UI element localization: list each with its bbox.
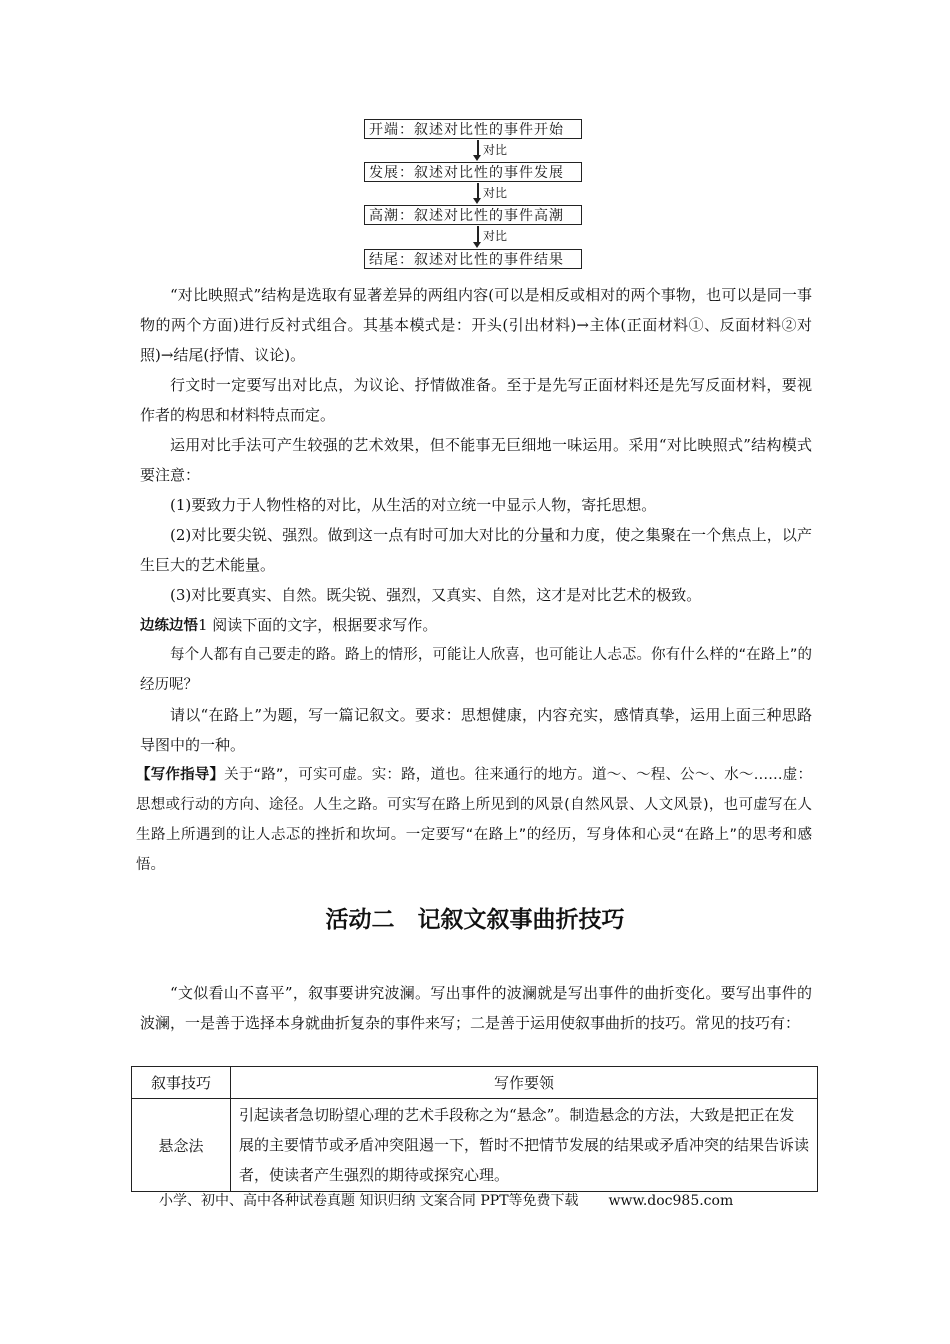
flowchart-arrow-label: 对比 xyxy=(483,186,508,200)
paragraph-note-3: (3)对比要真实、自然。既尖锐、强烈，又真实、自然，这才是对比艺术的极致。 xyxy=(170,586,702,604)
exercise-heading xyxy=(140,610,812,641)
table-cell-technique: 悬念法 xyxy=(132,1099,231,1192)
exercise-material: 每个人都有自己要走的路。路上的情形，可能让人欣喜，也可能让人忐忑。你有什么样的“在路上”的经历呢？ xyxy=(140,647,812,693)
paragraph-contrast-usage: 运用对比手法可产生较强的艺术效果，但不能事无巨细地一味运用。采用“对比映照式”结构模式要注意： xyxy=(140,436,812,484)
narrative-techniques-table xyxy=(131,1066,818,1192)
flowchart-arrowhead xyxy=(473,155,481,161)
flowchart-arrow-label: 对比 xyxy=(483,143,508,157)
paragraph-contrast-points: 行文时一定要写出对比点，为议论、抒情做准备。至于是先写正面材料还是先写反面材料，要视作者的构思和材料特点而定。 xyxy=(140,376,812,424)
page-footer xyxy=(159,1191,733,1211)
paragraph-contrast-structure: “对比映照式”结构是选取有显著差异的两组内容(可以是相反或相对的两个事物，也可以是同一事物的两个方面)进行反衬式组合。其基本模式是：开头(引出材料)→主体(正面材料①、反面材料②对照)→结尾(抒情、议论)。 xyxy=(140,286,812,364)
writing-guide-text: 关于“路”，可实可虚。实：路，道也。往来通行的地方。道～、～程、公～、水～……虚：思想或行动的方向、途径。人生之路。可实写在路上所见到的风景(自然风景、人文风景)，也可虚写在人生路上所遇到的让人忐忑的挫折和坎坷。一定要写“在路上”的经历，写身体和心灵“在路上”的思考和感悟。 xyxy=(136,767,813,873)
flowchart-arrowhead xyxy=(473,198,481,204)
exercise-label: 边练边悟 xyxy=(140,618,198,634)
footer-url[interactable]: www.doc985.com xyxy=(608,1193,734,1209)
paragraph-note-2: (2)对比要尖锐、强烈。做到这一点有时可加大对比的分量和力度，使之集聚在一个焦点上，以产生巨大的艺术能量。 xyxy=(140,526,812,574)
writing-guide-label: 【写作指导】 xyxy=(136,767,225,783)
section-title: 活动二 记叙文叙事曲折技巧 xyxy=(325,907,625,933)
flowchart-arrow-line xyxy=(477,140,479,155)
flowchart-box-development: 发展：叙述对比性的事件发展 xyxy=(364,162,582,182)
table-cell-content: 引起读者急切盼望心理的艺术手段称之为“悬念”。制造悬念的方法，大致是把正在发展的主要情节或矛盾冲突阻遏一下，暂时不把情节发展的结果或矛盾冲突的结果告诉读者，使读者产生强烈的期待或探究心理。 xyxy=(231,1099,818,1192)
table-header-row xyxy=(132,1067,818,1099)
footer-text: 小学、初中、高中各种试卷真题 知识归纳 文案合同 PPT等免费下载 xyxy=(159,1193,579,1209)
flowchart-arrow-line xyxy=(477,183,479,198)
section-intro: “文似看山不喜平”，叙事要讲究波澜。写出事件的波澜就是写出事件的曲折变化。要写出事件的波澜，一是善于选择本身就曲折复杂的事件来写；二是善于运用使叙事曲折的技巧。常见的技巧有： xyxy=(140,984,812,1032)
table-header-technique: 叙事技巧 xyxy=(132,1067,231,1099)
flowchart-box-climax: 高潮：叙述对比性的事件高潮 xyxy=(364,205,582,225)
exercise-instruction: 1 阅读下面的文字，根据要求写作。 xyxy=(198,616,438,634)
paragraph-note-1: (1)要致力于人物性格的对比，从生活的对立统一中显示人物，寄托思想。 xyxy=(170,496,657,514)
table-row xyxy=(132,1099,818,1192)
flowchart-arrow-line xyxy=(477,226,479,242)
writing-guide xyxy=(136,760,812,880)
flowchart-arrow-label: 对比 xyxy=(483,229,508,243)
flowchart-arrowhead xyxy=(473,242,481,248)
table-header-key-points: 写作要领 xyxy=(231,1067,818,1099)
exercise-requirement: 请以“在路上”为题，写一篇记叙文。要求：思想健康，内容充实，感情真挚，运用上面三种思路导图中的一种。 xyxy=(140,706,812,754)
flowchart-box-ending: 结尾：叙述对比性的事件结果 xyxy=(364,249,582,269)
flowchart-box-start: 开端：叙述对比性的事件开始 xyxy=(364,119,582,139)
